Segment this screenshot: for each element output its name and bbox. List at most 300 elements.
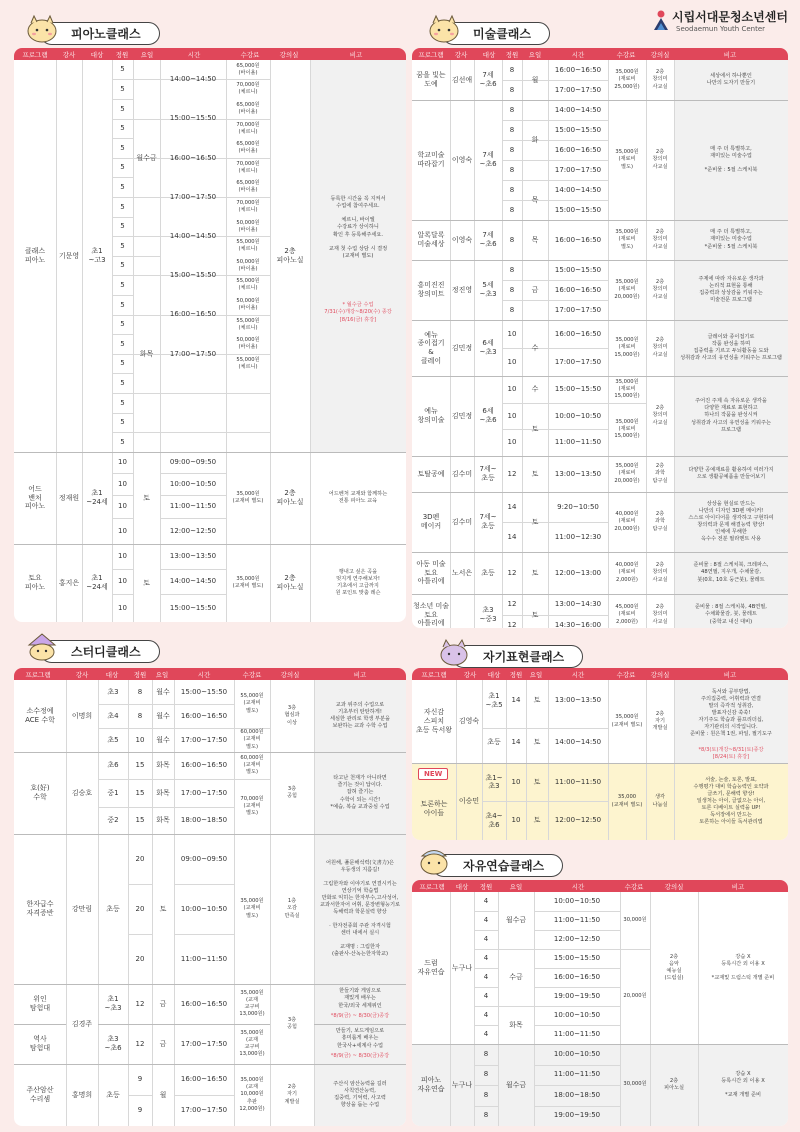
- time-slot: 17:00~17:50: [554, 85, 602, 94]
- room: 3층 공힘: [286, 785, 298, 799]
- program-name: 클래스 피아노: [24, 247, 46, 264]
- target: 초1 ~24세: [86, 489, 108, 506]
- instructor: 이영숙: [451, 235, 473, 244]
- time-slot: 18:00~18:50: [180, 815, 228, 824]
- expr-title-text: 자기표현클래스: [483, 649, 565, 664]
- capacity: 15: [135, 761, 145, 770]
- col-instructor: 강사: [454, 51, 468, 59]
- center-logo: [652, 8, 792, 38]
- time-slot: 11:00~11:50: [169, 502, 217, 511]
- note: 준비물 : 8절 스케치북, 크레파스, 48연필, 지우개, 수채물감, 붓(0호, 10호 둥근붓), 물레트: [693, 562, 769, 583]
- capacity: 5: [120, 281, 125, 290]
- capacity: 10: [118, 458, 127, 467]
- fee: 35,000원 (재료비 20,000원): [614, 463, 640, 484]
- capacity: 4: [483, 992, 489, 1001]
- capacity: 5: [120, 320, 125, 329]
- program-name: 예뉴 창의미술: [417, 407, 445, 424]
- capacity: 15: [135, 815, 145, 824]
- time-slot: 13:00~13:50: [169, 552, 217, 561]
- room: 1층 오감 만족실: [284, 898, 300, 919]
- target: 초등: [481, 568, 495, 577]
- capacity: 4: [483, 916, 489, 925]
- time-slot: 12:00~12:50: [553, 935, 601, 944]
- col-time: 시간: [571, 883, 585, 891]
- col-fee: 수강료: [240, 51, 260, 59]
- capacity: 10: [118, 603, 127, 612]
- capacity: 8: [483, 1111, 489, 1120]
- time-slot: 15:00~15:50: [554, 384, 602, 393]
- capacity: 5: [120, 202, 125, 211]
- col-capacity: 정원: [479, 883, 493, 891]
- capacity: 10: [507, 329, 517, 338]
- time-slot: 15:00~15:50: [553, 954, 601, 963]
- time-slot: 12:00~13:00: [554, 568, 602, 577]
- fee: 35,000원 (재료비 15,000원): [614, 378, 640, 399]
- piano-section-title: [40, 22, 160, 44]
- time-slot: 17:00~17:50: [554, 165, 602, 174]
- instructor: 김수미: [451, 517, 473, 526]
- mascot-icon: [417, 845, 451, 875]
- time-slot: 16:00~16:50: [180, 999, 228, 1008]
- program-name: 토탈공예: [417, 469, 445, 478]
- capacity: 12: [507, 600, 517, 609]
- room: 2층 창의미 사교실: [652, 562, 668, 583]
- instructor: 홍명희: [71, 1090, 93, 1099]
- program-name: 피아노 자유연습: [417, 1076, 445, 1093]
- fee: 45,000원 (재료비 2,000원): [615, 604, 639, 625]
- time-slot: 18:00~18:50: [553, 1090, 601, 1099]
- room: 2층 과학 탐구실: [652, 463, 668, 484]
- time-slot: 17:00~17:50: [180, 788, 228, 797]
- day: 금: [159, 1039, 167, 1048]
- free-table: [412, 880, 788, 1126]
- target: 초등: [487, 737, 501, 746]
- capacity: 12: [135, 999, 145, 1008]
- day: 월수금: [136, 153, 157, 162]
- day: 토: [533, 816, 541, 825]
- program-name: 청소년 미술 토요 아틀리에: [412, 601, 450, 628]
- free-title-text: 자유연습클래스: [463, 858, 545, 873]
- fee: 55,000원 (체르니): [236, 356, 260, 370]
- table-header: [412, 880, 788, 892]
- capacity: 4: [483, 897, 489, 906]
- capacity: 8: [509, 305, 515, 314]
- col-day: 요일: [140, 51, 154, 59]
- col-target: 대상: [90, 51, 104, 59]
- target: 초등: [106, 1090, 120, 1099]
- time-slot: 9:20~10:50: [557, 502, 599, 511]
- note: 타고난 천재가 아니라면 즐기는 것이 답이다. 잡혀 즐기는 수학이 되는 시간! *예습, 복습 교과중심 수업: [330, 775, 390, 810]
- time-slot: 14:30~16:00: [554, 621, 602, 628]
- time-slot: 12:00~12:50: [554, 816, 602, 825]
- day: 화목: [156, 815, 170, 824]
- target: 7세~ 초등: [479, 465, 497, 482]
- col-room: 강의실: [650, 671, 670, 679]
- study-table: [14, 668, 406, 1126]
- target: 초4: [107, 711, 119, 720]
- time-slot: 16:00~16:50: [554, 145, 602, 154]
- col-capacity: 정원: [509, 671, 523, 679]
- target: 7세 ~초6: [479, 71, 497, 88]
- capacity: 5: [120, 104, 125, 113]
- fee: 35,000원 (교재비 별도): [232, 575, 264, 589]
- time-slot: 11:00~11:50: [554, 438, 602, 447]
- capacity: 8: [483, 1070, 489, 1079]
- target: 7세 ~초6: [479, 151, 497, 168]
- program-name: 드럼 자유연습: [417, 959, 445, 976]
- table-header: [14, 48, 406, 60]
- target: 5세 ~초3: [479, 281, 497, 298]
- new-badge: NEW: [418, 768, 448, 780]
- program-name: 알록달록 미술세상: [417, 231, 445, 248]
- fee: 55,000원 (체르니): [236, 317, 260, 331]
- time-slot: 17:00~17:50: [554, 305, 602, 314]
- capacity: 5: [120, 418, 125, 427]
- day: 화목: [509, 1020, 523, 1029]
- fee: 60,000원 (교재비 별도): [240, 729, 264, 750]
- fee: 35,000원 (교재비 별도): [240, 898, 264, 919]
- time-slot: 14:00~14:50: [169, 577, 217, 586]
- fee: 30,000원: [623, 916, 647, 923]
- day: 수금: [509, 973, 523, 982]
- time-slot: 16:00~16:50: [180, 761, 228, 770]
- fee: 50,000원 (바이올): [236, 297, 260, 311]
- target: 중1: [107, 788, 119, 797]
- fee: 60,000원 (교재비 별도): [240, 755, 264, 776]
- time-slot: 14:00~14:50: [169, 75, 217, 84]
- day: 토: [531, 610, 539, 619]
- day: 토: [531, 568, 539, 577]
- room: 2층 피아노실: [276, 247, 304, 264]
- col-day: 요일: [155, 671, 169, 679]
- capacity: 8: [137, 687, 143, 696]
- program-name: 토요 피아노: [24, 574, 46, 591]
- capacity: 8: [509, 185, 515, 194]
- room: 2층 과학 탐구실: [652, 511, 668, 532]
- capacity: 20: [135, 904, 145, 913]
- day: 화목: [156, 761, 170, 770]
- program-name: 토론하는 아이들: [420, 799, 448, 817]
- program-name: 한자급수 자격증반: [26, 900, 54, 917]
- note: 한들기와 게임으로 재밌게 배우는 한국/외국 세계위인: [338, 988, 382, 1009]
- program-name: 역사 탐험대: [29, 1035, 51, 1052]
- fee: 35,000원 (재료비 20,000원): [614, 279, 640, 300]
- col-day: 요일: [528, 51, 542, 59]
- room: 2층 피아노실: [276, 489, 304, 506]
- col-note: 비고: [723, 51, 737, 59]
- capacity: 10: [507, 438, 517, 447]
- time-slot: 17:00~17:50: [169, 349, 217, 358]
- time-slot: 17:00~17:50: [169, 192, 217, 201]
- time-slot: 13:00~13:50: [554, 696, 602, 705]
- note: 주산식 암산능력을 길러 사칙연산능력, 집중력, 기억력, 사고력 향상을 돕는 수업: [333, 1080, 387, 1109]
- day: 금: [159, 999, 167, 1008]
- room: 2층 자기 계발실: [284, 1084, 300, 1105]
- day: 월: [159, 1090, 167, 1099]
- fee: 70,000원 (체르니): [236, 199, 260, 213]
- note: 행내고 싶은 곡을 멋지게 연주해보자! 기초에서 고급까지 원 포인트 맞춤 레슨: [335, 568, 381, 597]
- room: 2층 창의미 사교실: [652, 405, 668, 426]
- target: 누구나: [451, 1080, 473, 1089]
- fee: 50,000원 (바이올): [236, 258, 260, 272]
- time-slot: 14:00~14:50: [554, 105, 602, 114]
- time-slot: 10:00~10:50: [553, 1011, 601, 1020]
- capacity: 10: [118, 577, 127, 586]
- capacity: 5: [120, 124, 125, 133]
- fee: 70,000원 (교재비 별도): [240, 796, 264, 817]
- program-name: 소수정예 ACE 수학: [25, 707, 55, 724]
- target: 7세~ 초등: [479, 513, 497, 530]
- day: 토: [531, 424, 539, 433]
- target: 초5: [107, 735, 119, 744]
- time-slot: 16:00~16:50: [180, 1075, 228, 1084]
- program-name: 꿈을 빛는 도예: [416, 71, 446, 88]
- time-slot: 16:00~16:50: [554, 285, 602, 294]
- fee: 40,000원 (재료비 2,000원): [615, 562, 639, 583]
- instructor: 정진영: [451, 285, 473, 294]
- time-slot: 16:00~16:50: [180, 711, 228, 720]
- col-program: 프로그램: [22, 51, 48, 59]
- day: 토: [533, 777, 541, 786]
- capacity: 4: [483, 1030, 489, 1039]
- col-note: 비고: [353, 671, 367, 679]
- day: 월수: [156, 687, 170, 696]
- capacity: 5: [120, 143, 125, 152]
- target: 초6: [107, 761, 119, 770]
- capacity: 8: [509, 285, 515, 294]
- note-schedule: *8/9(금) ~ 8/30(금)종강: [330, 1053, 390, 1060]
- instructor: 김영숙: [458, 717, 480, 726]
- capacity: 12: [507, 568, 517, 577]
- time-slot: 19:00~19:50: [553, 992, 601, 1001]
- time-slot: 13:00~14:30: [554, 600, 602, 609]
- program-name: 아동 미술 토요 아틀리에: [416, 559, 446, 586]
- note-schedule: *8/3(토)개강~8/31(토)종강 [8/24(토) 휴강]: [698, 746, 764, 760]
- fee: 65,000원 (바이올): [236, 141, 260, 155]
- instructor: 노서은: [451, 568, 473, 577]
- time-slot: 15:00~15:50: [554, 265, 602, 274]
- instructor: 홍지은: [58, 578, 80, 587]
- capacity: 5: [120, 85, 125, 94]
- time-slot: 15:00~15:50: [180, 687, 228, 696]
- table-header: [14, 668, 406, 680]
- time-slot: 16:00~16:50: [554, 235, 602, 244]
- capacity: 5: [120, 163, 125, 172]
- fee: 35,000원 (교재비 별도): [611, 714, 643, 728]
- room: 2층 자기 개발실: [652, 710, 668, 731]
- room: 2층 창의미 사교실: [652, 604, 668, 625]
- day: 토: [143, 578, 150, 587]
- target: 초등: [106, 904, 120, 913]
- col-note: 비고: [349, 51, 363, 59]
- day: 토: [531, 517, 539, 526]
- time-slot: 11:00~11:50: [553, 916, 601, 925]
- capacity: 5: [120, 183, 125, 192]
- capacity: 9: [137, 1075, 143, 1084]
- instructor: 이영숙: [451, 155, 473, 164]
- capacity: 8: [509, 105, 515, 114]
- day: 화목: [156, 788, 170, 797]
- capacity: 5: [120, 241, 125, 250]
- capacity: 4: [483, 973, 489, 982]
- capacity: 12: [135, 1039, 145, 1048]
- col-note: 비고: [731, 883, 745, 891]
- capacity: 10: [511, 816, 521, 825]
- note: 주어진 주제 속 자유로운 생각을 다양한 재료로 표현하고 하나의 작품을 완성시켜 성취감과 사고의 유연성을 키워주는 프로그램: [690, 398, 772, 433]
- instructor: 김경주: [71, 1019, 93, 1028]
- target: 초1~ 초3: [485, 773, 503, 791]
- mascot-icon: [427, 13, 461, 43]
- note: 주제에 따라 자유로운 생각과 논리적 표현을 통해 집중력과 상상감을 키워주는 미술전문 프로그램: [698, 275, 764, 304]
- capacity: 20: [135, 854, 145, 863]
- col-fee: 수강료: [242, 671, 262, 679]
- capacity: 10: [507, 411, 517, 420]
- program-name: 예뉴 종이접기 & 클레이: [417, 330, 445, 365]
- program-name: 주산암산 수리셈: [26, 1086, 54, 1103]
- cat-icon: [437, 636, 471, 666]
- time-slot: 15:00~15:50: [169, 603, 217, 612]
- fee: 55,000원 (체르니): [236, 239, 260, 253]
- time-slot: 11:00~11:50: [553, 1070, 601, 1079]
- instructor: 김민정: [451, 343, 473, 352]
- time-slot: 10:00~10:50: [180, 904, 228, 913]
- capacity: 8: [509, 125, 515, 134]
- day: 월수: [156, 711, 170, 720]
- room: 2층 창의미 사교실: [652, 229, 668, 250]
- study-title-text: 스터디클래스: [71, 644, 141, 659]
- capacity: 12: [507, 469, 517, 478]
- piano-table: [14, 48, 406, 622]
- room: 3층 협심과 이상: [284, 705, 300, 726]
- time-slot: 17:00~17:50: [554, 357, 602, 366]
- target: 초1 ~초5: [485, 692, 503, 709]
- fee: 65,000원 (바이올): [236, 62, 260, 76]
- instructor: 이승민: [458, 797, 480, 806]
- room: 생각 나눔실: [652, 794, 668, 808]
- fee: 35,000원 (재료비 15,000원): [614, 337, 640, 358]
- program-name: 3D펜 메이커: [420, 513, 442, 530]
- target: 6세 ~초3: [479, 339, 497, 356]
- fee: 35,000원 (재료비 25,000원): [614, 69, 640, 90]
- time-slot: 09:00~09:50: [180, 854, 228, 863]
- target: 초3 ~중3: [479, 606, 497, 623]
- col-note: 비고: [723, 671, 737, 679]
- col-target: 대상: [482, 51, 496, 59]
- program-name: 어드 밴처 피아노: [24, 484, 46, 511]
- fee: 35,000 (교재비 별도): [611, 794, 643, 808]
- day: 토: [143, 493, 150, 502]
- capacity: 14: [511, 696, 521, 705]
- day: 월수금: [505, 1080, 527, 1089]
- time-slot: 15:00~15:50: [169, 114, 217, 123]
- day: 토: [533, 737, 541, 746]
- col-room: 강의실: [280, 671, 300, 679]
- program-name: 호(好) 수학: [30, 784, 50, 801]
- capacity: 20: [135, 954, 145, 963]
- capacity: 8: [483, 1090, 489, 1099]
- fee: 35,000원 (재료비 별도): [615, 229, 639, 250]
- fee: 70,000원 (체르니): [236, 160, 260, 174]
- capacity: 9: [137, 1106, 143, 1115]
- room: 3층 공힘: [286, 1016, 298, 1030]
- instructor: 김승호: [71, 788, 93, 797]
- col-time: 시간: [571, 51, 585, 59]
- time-slot: 16:00~16:50: [169, 310, 217, 319]
- capacity: 5: [120, 379, 125, 388]
- col-time: 시간: [197, 671, 211, 679]
- instructor: 이명희: [71, 711, 93, 720]
- note: 상상을 현실로 만드는 나만의 디자인 3D펜 메이커! 스스로 아이디어를 생각하고 구현하여 창의력과 문제 해결능력 향상! 인체에 무해한 옥수수 전분 필라멘트 사용: [688, 500, 774, 543]
- time-slot: 10:00~10:50: [169, 479, 217, 488]
- col-day: 요일: [509, 883, 523, 891]
- note: 세상에서 하나뿐인 나만의 도자기 만들기: [706, 72, 756, 86]
- time-slot: 17:00~17:50: [180, 735, 228, 744]
- note: 만들기, 보드게임으로 흥미롭게 배우는 한국사+세계사 수업: [335, 1028, 385, 1049]
- piano-title-text: 피아노클래스: [71, 26, 141, 41]
- capacity: 10: [135, 735, 145, 744]
- col-time: 시간: [187, 51, 201, 59]
- capacity: 15: [135, 788, 145, 797]
- room: 2층 창의미 사교실: [652, 279, 668, 300]
- day: 토: [159, 904, 167, 913]
- day: 목: [531, 235, 539, 244]
- fee: 65,000원 (바이올): [236, 101, 260, 115]
- capacity: 5: [120, 339, 125, 348]
- capacity: 8: [509, 65, 515, 74]
- capacity: 8: [509, 165, 515, 174]
- note: 서술, 논술, 토론, 발표, 수행평가 대비 학습능력인 요약과 글쓰기, 문해력 향상! 일생처는 아이, 글없으는 아이, 토론 디베이트 실력을 UP! 독서장에서 만드는 토론하는 아이들 독서관리법: [693, 776, 769, 826]
- capacity: 4: [483, 1011, 489, 1020]
- study-section-title: [40, 640, 160, 662]
- fee: 70,000원 (체르니): [236, 82, 260, 96]
- col-fee: 수강료: [616, 51, 636, 59]
- table-header: [412, 668, 788, 680]
- capacity: 4: [483, 954, 489, 963]
- fee: 20,000원: [623, 992, 647, 999]
- col-instructor: 강사: [463, 671, 477, 679]
- time-slot: 16:00~16:50: [553, 973, 601, 982]
- time-slot: 10:00~10:50: [553, 897, 601, 906]
- time-slot: 09:00~09:50: [169, 458, 217, 467]
- fee: 35,000원 (교재비 별도): [232, 490, 264, 504]
- program-name: 흥미진진 창의미트: [417, 281, 445, 298]
- room: 2층 피아노실: [663, 1077, 685, 1091]
- col-time: 시간: [571, 671, 585, 679]
- note: 강습 X 등록시간 외 이용 X *교재 개별 준비: [721, 1070, 765, 1099]
- capacity: 8: [509, 235, 515, 244]
- day: 수: [531, 343, 539, 352]
- free-section-title: [432, 854, 563, 876]
- capacity: 4: [483, 935, 489, 944]
- fee: 55,000원 (체르니): [236, 278, 260, 292]
- time-slot: 11:00~11:50: [180, 954, 228, 963]
- expr-table: [412, 668, 788, 840]
- day: 월: [531, 75, 539, 84]
- room: 2층 창의미 사교실: [652, 69, 668, 90]
- col-fee: 수강료: [616, 671, 636, 679]
- capacity: 8: [509, 145, 515, 154]
- col-capacity: 정원: [133, 671, 147, 679]
- col-program: 프로그램: [418, 51, 444, 59]
- target: 6세 ~초6: [479, 407, 497, 424]
- instructor: 김선애: [451, 75, 473, 84]
- time-slot: 14:00~14:50: [554, 737, 602, 746]
- note: 어원해, 풀문해석력(文書力)은 우등생의 지름길! 그림한자와 이야기로 연결시키는 연상기억 학습법 만화로 익히는 한자부수,고사성어, 교과서한자어 어휘, 문장변형능기로 독해력과 학문실력 향상 · 한자전종회 주관 자격시험 센터 내에서 실시 교재명 : 그림한자 (출판사-산녹는한자학교): [319, 859, 401, 958]
- capacity: 10: [118, 526, 127, 535]
- time-slot: 14:00~14:50: [169, 232, 217, 241]
- time-slot: 16:00~16:50: [554, 329, 602, 338]
- note: 준비물 : 8절 스케치북, 4B연필, 수채화물감, 붓, 물레트 (중학교 내신 대비): [695, 604, 767, 625]
